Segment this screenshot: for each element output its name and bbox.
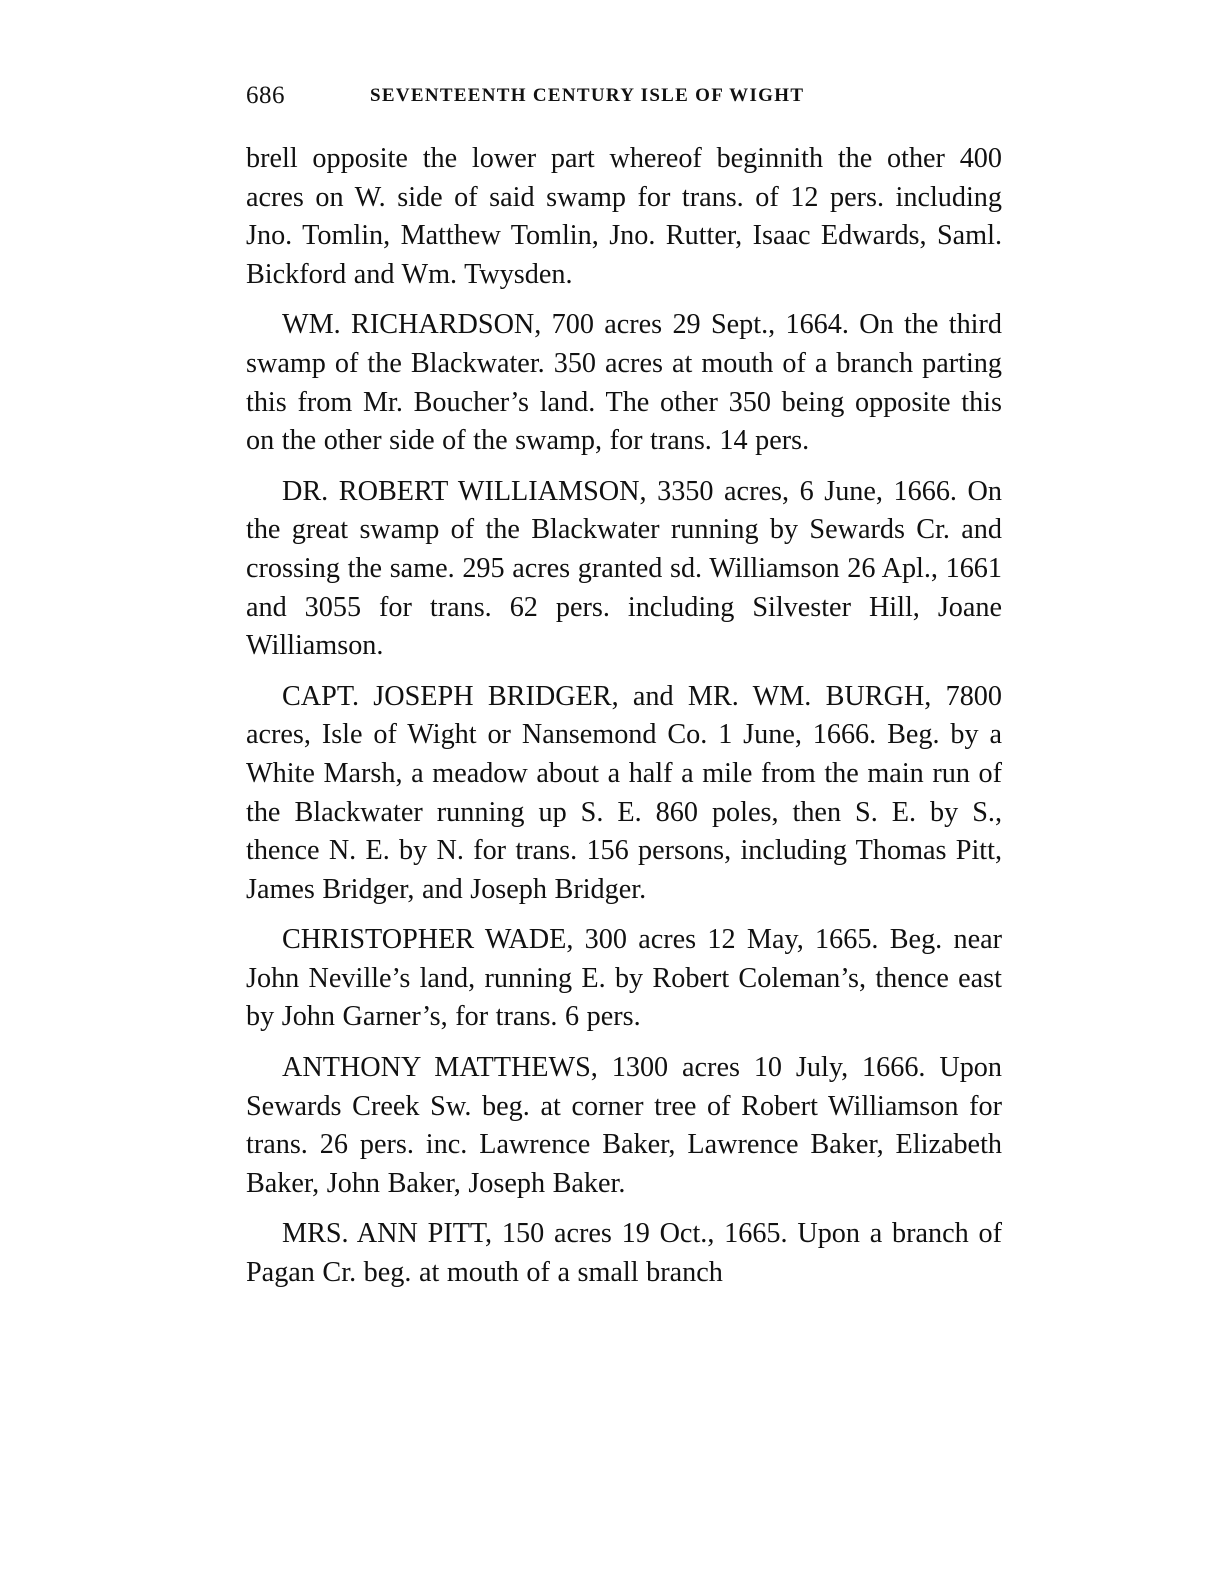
paragraph-robert-williamson: DR. ROBERT WILLIAMSON, 3350 acres, 6 June, 1666. On the great swamp of the Blackwater running by Sewards Cr. and crossing the same. 295 acres granted sd. Williamson 26 Apl., 1661 and 3055 for trans. 62 pers. including Silvester Hill, Joane Williamson. [246, 475, 1002, 662]
running-title: SEVENTEENTH CENTURY ISLE OF WIGHT [370, 85, 805, 106]
paragraph-ann-pitt: MRS. ANN PITT, 150 acres 19 Oct., 1665. Upon a branch of Pagan Cr. beg. at mouth of a small branch [246, 1218, 1002, 1289]
paragraph-wm-richardson: WM. RICHARDSON, 700 acres 29 Sept., 1664. On the third swamp of the Blackwater. 350 acres at mouth of a branch parting this from Mr. Boucher’s land. The other 350 being opposite this on the other side of the swamp, for trans. 14 pers. [246, 309, 1002, 457]
paragraph-anthony-matthews: ANTHONY MATTHEWS, 1300 acres 10 July, 1666. Upon Sewards Creek Sw. beg. at corner tree of Robert Williamson for trans. 26 pers. inc. Lawrence Baker, Lawrence Baker, Elizabeth Baker, John Baker, Joseph Baker. [246, 1052, 1002, 1199]
paragraph-continuation: brell opposite the lower part whereof beginnith the other 400 acres on W. side of said swamp for trans. of 12 pers. including Jno. Tomlin, Matthew Tomlin, Jno. Rutter, Isaac Edwards, Saml. Bickford and Wm. Twysden. [246, 143, 1002, 290]
page-number: 686 [246, 82, 285, 109]
paragraph-joseph-bridger: CAPT. JOSEPH BRIDGER, and MR. WM. BURGH, 7800 acres, Isle of Wight or Nansemond Co. 1 June, 1666. Beg. by a White Marsh, a meadow about a half a mile from the main run of the Blackwater running up S. E. 860 poles, then S. E. by S., thence N. E. by N. for trans. 156 persons, including Thomas Pitt, James Bridger, and Joseph Bridger. [246, 680, 1002, 905]
running-head [246, 72, 1002, 112]
document-page [246, 72, 1002, 1293]
paragraph-christopher-wade: CHRISTOPHER WADE, 300 acres 12 May, 1665. Beg. near John Neville’s land, running E. by Robert Coleman’s, thence east by John Garner’s, for trans. 6 pers. [246, 924, 1002, 1033]
